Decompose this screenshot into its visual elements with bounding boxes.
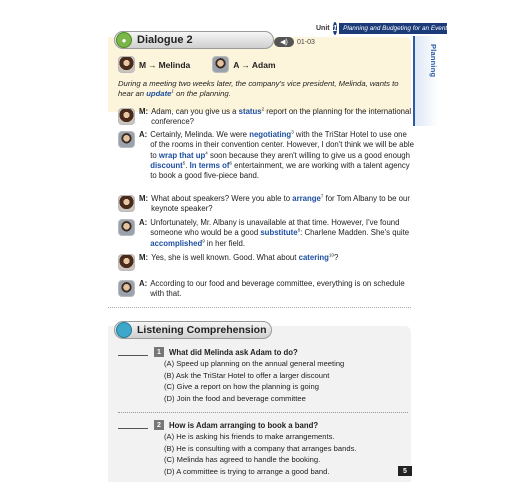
role-name: Melinda [158,59,191,70]
role-legend [118,56,298,73]
line-text-run: Certainly, Melinda. We were [150,130,250,139]
footnote-marker: 8 [297,227,301,233]
adam-avatar [118,219,135,236]
melinda-avatar [118,108,135,125]
footnote-marker: 10 [328,252,334,258]
question-number: 2 [154,420,164,430]
question-number: 1 [154,347,164,357]
question-text: What did Melinda ask Adam to do? [169,347,298,357]
audio-track[interactable] [274,36,315,48]
adam-avatar [118,280,135,297]
footnote-marker: 7 [320,193,324,199]
speaker-label: A: [139,130,148,139]
unit-header [316,20,448,37]
line-text-run: in her field. [204,238,246,248]
role-name: Adam [251,59,276,70]
line-text [150,279,414,300]
answer-option: (A) He is asking his friends to make arrangements. [164,432,335,441]
dialogue-header [114,31,274,49]
question-2 [118,419,408,477]
dialogue-line [118,194,414,215]
footnote-marker: 2 [261,106,265,112]
role-arrow: → [241,59,250,70]
answer-blank[interactable] [118,348,148,356]
audio-track-number: 01-03 [297,38,315,46]
question-1 [118,346,408,404]
line-text-run: What about speakers? Were you able to [151,194,293,203]
keyword: catering [298,253,329,262]
line-text [150,218,414,249]
role-melinda [118,56,190,73]
keyword: In terms of [189,160,230,170]
keyword: negotiating [249,130,292,139]
dialogue-line [118,107,414,128]
answer-option: (D) A committee is trying to arrange a good band. [164,466,330,476]
unit-number-badge: 1 [332,24,338,33]
line-text [151,253,414,271]
keyword: discount [150,160,183,170]
side-tab [413,36,439,126]
line-text-run: ? [333,253,339,262]
role-adam [212,56,275,73]
role-letter: M [139,59,147,70]
line-text-run: Adam, can you give us a [151,107,239,116]
line-text-run: Yes, she is well known. Good. What about [151,253,299,262]
dialogue-intro: During a meeting two weeks later, the company's vice president, Melinda, wants to hear an update$^1$ on the planning. [118,79,399,98]
dialogue-line [118,130,414,181]
unit-label: Unit [316,25,330,32]
keyword: status [238,107,262,116]
speaker-label: A: [139,279,148,288]
line-text [151,107,414,128]
question-header [118,419,408,431]
question-divider [118,412,408,413]
footnote-marker: 6 [229,160,232,166]
section-divider [108,307,411,308]
dialogue-line [118,279,414,300]
speaker-label: M: [139,194,149,203]
adam-avatar [118,131,135,148]
footnote-marker: 5 [182,160,186,166]
line-text [150,130,414,181]
speaker-label: A: [139,218,148,227]
answer-option: (B) Ask the TriStar Hotel to offer a larger discount [164,370,330,380]
melinda-avatar [118,254,135,271]
page-number: 5 [398,466,412,476]
footnote-marker: 3 [291,129,294,135]
unit-title: Planning and Budgeting for an Event [339,23,447,34]
line-text-run: soon because they aren't willing to give us a good enough [207,150,410,160]
dialogue-line [118,253,414,271]
question-text: How is Adam arranging to book a band? [169,420,319,430]
dialogue-line [118,218,414,249]
role-arrow: → [148,59,157,70]
speaker-icon: ◀) [274,37,294,47]
listening-title: Listening Comprehension [137,324,267,336]
listening-header [114,321,272,339]
answer-option: (A) Speed up planning on the annual general meeting [164,359,345,368]
line-text-run: with the TriStar Hotel to use one of the rooms in their convention center. However, I don't think we will be able to [150,130,414,160]
line-text [151,194,414,215]
keyword: substitute [260,228,298,238]
keyword: wrap that up [158,150,206,160]
line-text-run: According to our food and beverage committee, everything is on schedule with that. [150,279,405,299]
dialogue-title: Dialogue 2 [137,34,193,46]
footnote-marker: 9 [202,238,205,243]
side-tab-label: Planning [429,44,438,78]
line-text-run: entertainment, we are working with a talent agency to book a good five-piece band. [150,160,410,181]
line-text-run: : Charlene Madden. She's quite [300,228,410,238]
keyword: accomplished [150,238,203,248]
line-text-run: . [185,160,190,170]
answer-option: (B) He is consulting with a company that arranges bands. [164,443,357,453]
speaker-label: M: [139,107,149,116]
melinda-avatar [118,56,135,73]
question-header [118,346,408,358]
line-text-run: Unfortunately, Mr. Albany is unavailable at that time. However, I've found someone who would be a good [150,218,400,238]
keyword: update [146,89,172,98]
adam-avatar [212,56,229,73]
answer-blank[interactable] [118,421,148,429]
line-text-run: report on the planning for the international conference? [151,107,412,127]
speech-bubble-icon: ● [116,32,132,48]
answer-option: (C) Melinda has agreed to handle the booking. [164,455,321,465]
headphones-icon [116,322,132,338]
footnote-marker: 4 [205,150,208,155]
speaker-label: M: [139,253,149,262]
role-letter: A [233,59,240,70]
melinda-avatar [118,195,135,212]
keyword: arrange [292,194,321,203]
answer-option: (C) Give a report on how the planning is going [164,382,319,392]
line-text-run: for Tom Albany to be our keynote speaker? [151,194,410,214]
answer-option: (D) Join the food and beverage committee [164,393,306,403]
